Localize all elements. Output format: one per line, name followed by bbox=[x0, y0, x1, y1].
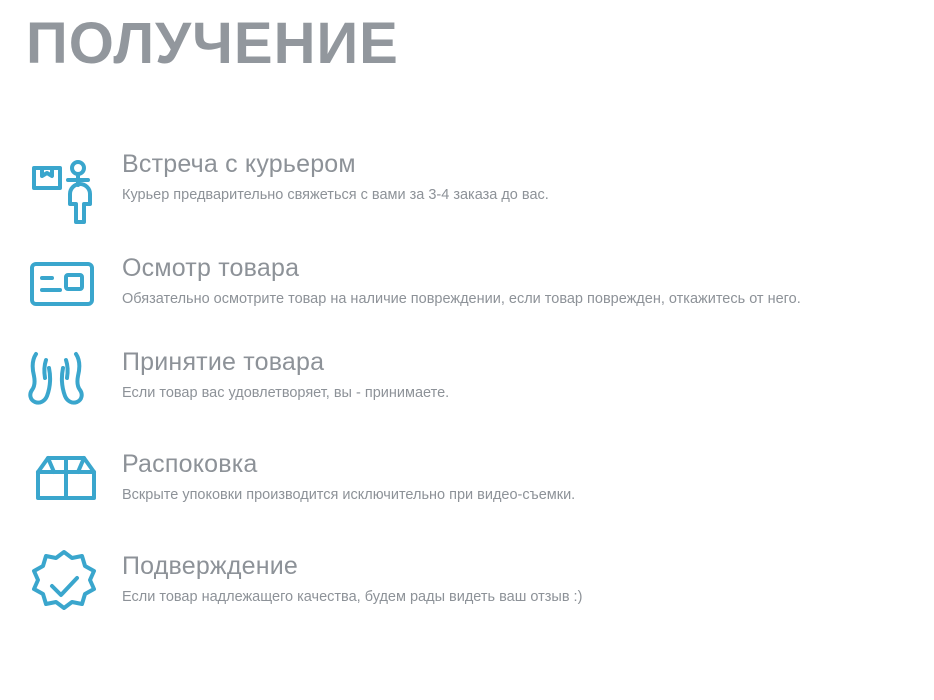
list-item-body bbox=[122, 544, 906, 608]
list-item bbox=[26, 346, 906, 418]
list-item bbox=[26, 150, 906, 222]
page-title: ПОЛУЧЕНИЕ bbox=[26, 11, 399, 76]
step-title: Принятие товара bbox=[122, 348, 325, 376]
verified-badge-icon bbox=[26, 544, 122, 616]
list-item bbox=[26, 446, 906, 518]
package-inspection-icon bbox=[26, 252, 122, 324]
hands-accept-icon bbox=[26, 346, 122, 418]
step-title: Распоковка bbox=[122, 450, 258, 478]
step-title: Встреча с курьером bbox=[122, 150, 356, 178]
step-title: Подверждение bbox=[122, 552, 299, 580]
list-item-body bbox=[122, 150, 906, 206]
courier-meeting-icon bbox=[26, 150, 122, 222]
list-item-body bbox=[122, 346, 906, 404]
list-item bbox=[26, 252, 906, 324]
list-item-body bbox=[122, 446, 906, 506]
step-description: Курьер предварительно свяжеться с вами за 3-4 заказа до вас. bbox=[122, 186, 549, 203]
step-description: Обязательно осмотрите товар на наличие повреждении, если товар поврежден, откажитесь от него. bbox=[122, 290, 801, 307]
step-description: Если товар вас удовлетворяет, вы - принимаете. bbox=[122, 384, 450, 401]
list-item-body bbox=[122, 252, 906, 310]
steps-list bbox=[26, 150, 906, 616]
open-box-icon bbox=[26, 446, 122, 518]
list-item bbox=[26, 544, 906, 616]
step-description: Вскрыте упоковки производится исключительно при видео-съемки. bbox=[122, 486, 576, 503]
step-title: Осмотр товара bbox=[122, 254, 300, 282]
step-description: Если товар надлежащего качества, будем рады видеть ваш отзыв :) bbox=[122, 588, 583, 605]
